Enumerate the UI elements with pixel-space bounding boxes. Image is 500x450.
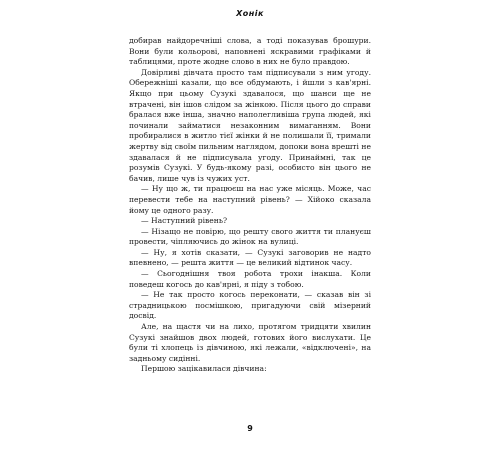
paragraph: — Ну, я хотів сказати, — Сузукі заговорив не надто впевнено, — решта життя — це великий відтинок часу. bbox=[129, 247, 371, 268]
paragraph: Першою зацікавилася дівчина: bbox=[141, 364, 267, 374]
body-text bbox=[129, 36, 371, 375]
paragraph: — Нізащо не повірю, що решту свого життя ти плануєш провести, чіпляючись до жінок на вулиці. bbox=[129, 226, 371, 247]
paragraph: добирав найдоречніші слова, а тоді показував брошури. Вони були кольорові, наповнені яскравими графіками й таблицями, проте жодне слово в них не було правдою. bbox=[129, 36, 371, 67]
paragraph: Але, на щастя чи на лихо, протягом тридцяти хвилин Сузукі знайшов двох людей, готових його вислухати. Це були ті хлопець із дівчиною, які лежали, «відключені», на задньому сидінні. bbox=[129, 322, 371, 363]
paragraph: — Не так просто когось переконати, — сказав він зі страдницькою посмішкою, пригадуючи свій мізерний досвід. bbox=[129, 290, 371, 321]
paragraph: — Наступний рівень? bbox=[141, 216, 228, 226]
paragraph: — Сьогоднішня твоя робота трохи інакша. Коли поведеш когось до кав'ярні, я піду з тобою. bbox=[129, 269, 371, 289]
page-number: 9 bbox=[247, 424, 253, 433]
running-head: Хонік bbox=[236, 9, 264, 18]
paragraph: Довірливі дівчата просто там підписували з ним угоду. Обережніші казали, що все обдумають, і йшли з кав'ярні. Якщо при цьому Сузукі здавалося, що шанси ще не втрачені, він ішов слідом за жінкою. Після цього до справи бралася вже інша, значно наполегливіша група людей, які починали займатися незаконним вимаганням. Вони пробиралися в житло тієї жінки й не полишали її, тримали жертву від своїм пильним наглядом, допоки вона врешті не здавалася й не підписувала угоду. Принаймні, так це розумів Сузукі. У будь-якому разі, особисто він цього не бачив, лише чув із чужих уст. bbox=[129, 67, 371, 183]
paragraph: — Ну що ж, ти працюєш на нас уже місяць. Може, час перевести тебе на наступний рівень? — Хійоко сказала йому це одного разу. bbox=[129, 184, 371, 215]
